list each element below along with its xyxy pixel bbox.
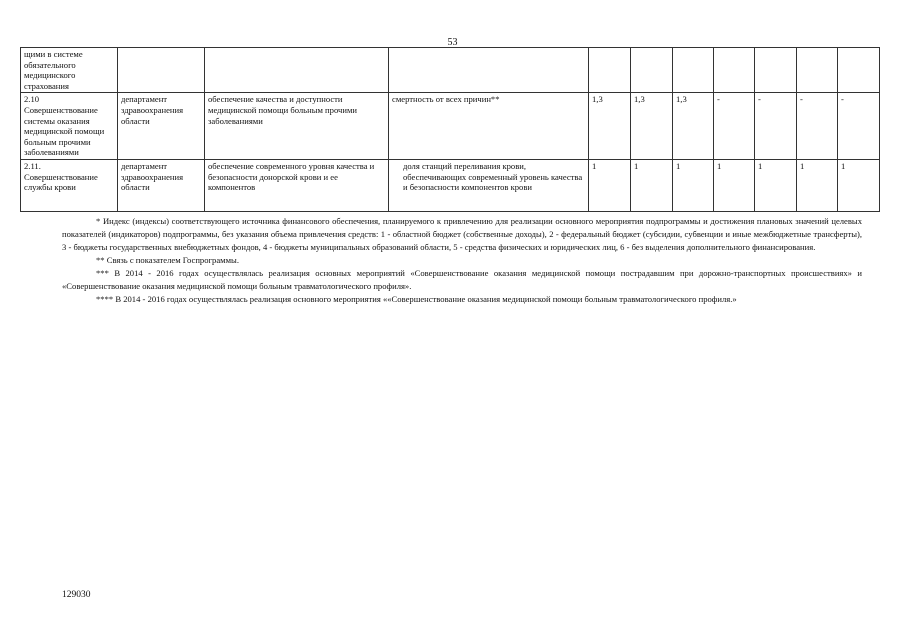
cell-value: 1	[631, 159, 673, 211]
cell-value	[755, 48, 797, 93]
cell-value: 1	[797, 159, 838, 211]
cell-result: обеспечение качества и доступности медицинской помощи больным прочими заболеваниями	[205, 93, 389, 160]
cell-value	[631, 48, 673, 93]
cell-value	[589, 48, 631, 93]
page-number: 53	[447, 37, 458, 48]
cell-value	[838, 48, 880, 93]
table-row	[21, 48, 880, 93]
table-row	[21, 93, 880, 160]
footnote: **** В 2014 - 2016 годах осуществлялась реализация основного мероприятия ««Совершенствование оказания медицинской помощи больным травматологического профиля.»	[96, 294, 737, 304]
cell-value: 1,3	[589, 93, 631, 160]
cell-indicator: смертность от всех причин**	[389, 93, 589, 160]
cell-executor: департамент здравоохранения области	[118, 159, 205, 211]
cell-value: 1	[589, 159, 631, 211]
cell-executor: департамент здравоохранения области	[118, 93, 205, 160]
footnote: *** В 2014 - 2016 годах осуществлялась реализация основных мероприятий «Совершенствование оказания медицинской помощи пострадавшим при дорожно-транспортных происшествиях» и «Совершенствование оказания медицинской помощи больным травматологического профиля».	[62, 268, 862, 291]
cell-value: -	[838, 93, 880, 160]
footnote: * Индекс (индексы) соответствующего источника финансового обеспечения, планируемого к привлечению для реализации основного мероприятия подпрограммы и достижения плановых значений целевых показателей (индикаторов) подпрограммы, без указания объема привлечения средств: 1 - областной бюджет (собственные доходы), 2 - федеральный бюджет (субсидии, субвенции и иные межбюджетные трансферты), 3 - бюджеты государственных внебюджетных фондов, 4 - бюджеты муниципальных образований области, 5 - средства физических и юридических лиц, 6 - без выделения дополнительного финансирования.	[62, 216, 862, 252]
cell-indicator	[389, 48, 589, 93]
cell-value	[673, 48, 714, 93]
cell-value: 1,3	[631, 93, 673, 160]
cell-result: обеспечение современного уровня качества и безопасности донорской крови и ее компонентов	[205, 159, 389, 211]
cell-value: 1	[755, 159, 797, 211]
table-row	[21, 159, 880, 211]
cell-result	[205, 48, 389, 93]
cell-measure: щими в системе обязательного медицинского страхования	[21, 48, 118, 93]
cell-executor	[118, 48, 205, 93]
cell-value: -	[755, 93, 797, 160]
measures-table	[20, 47, 880, 212]
cell-value	[797, 48, 838, 93]
cell-value: -	[797, 93, 838, 160]
cell-value: 1	[838, 159, 880, 211]
document-number: 129030	[62, 590, 91, 600]
cell-value: 1,3	[673, 93, 714, 160]
cell-value: 1	[673, 159, 714, 211]
cell-value	[714, 48, 755, 93]
cell-value: -	[714, 93, 755, 160]
footnote: ** Связь с показателем Госпрограммы.	[96, 255, 239, 265]
cell-value: 1	[714, 159, 755, 211]
footnotes	[62, 215, 862, 306]
cell-indicator: доля станций переливания крови, обеспечивающих современный уровень качества и безопасности компонентов крови	[389, 159, 589, 211]
cell-measure: 2.10 Совершенствование системы оказания медицинской помощи больным прочими заболеваниями	[21, 93, 118, 160]
cell-measure: 2.11. Совершенствование службы крови	[21, 159, 118, 211]
